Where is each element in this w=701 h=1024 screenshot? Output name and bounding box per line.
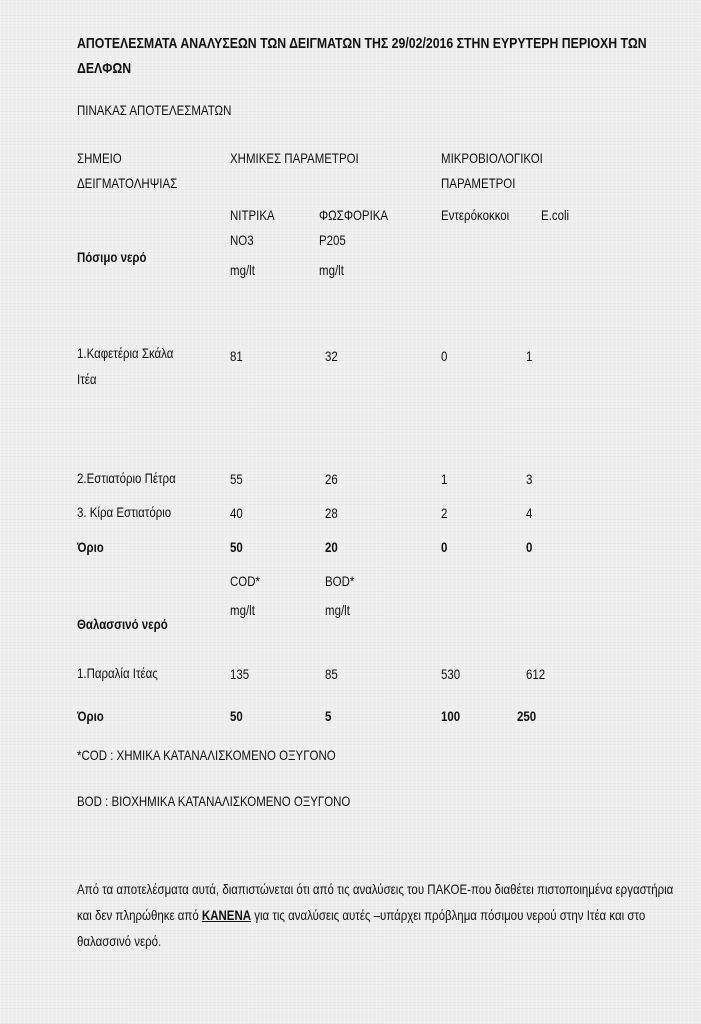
note-cod: *COD : ΧΗΜΙΚΑ ΚΑΤΑΝΑΛΙΣΚΟΜΕΝΟ ΟΞΥΓΟΝΟ (77, 747, 336, 763)
col-enterococci: Εντερόκοκκοι (441, 207, 510, 223)
conclusion-text-1: Από τα αποτελέσματα αυτά, διαπιστώνεται ότι από τις αναλύσεις του ΠΑΚΟΕ-που διαθέτει πιστοποιημένα εργαστήρια και δεν πληρώθηκε από (77, 881, 674, 923)
row-2-enterococci: 1 (441, 471, 448, 487)
row-3-nitrates: 40 (230, 505, 243, 521)
col-cod-unit: mg/lt (230, 602, 255, 618)
sea-limit-bod: 5 (325, 708, 332, 724)
row-1-name: 1.Καφετέρια Σκάλα (77, 345, 174, 361)
col-bod-unit: mg/lt (325, 602, 350, 618)
row-1-enterococci: 0 (441, 348, 448, 364)
row-3-enterococci: 2 (441, 505, 448, 521)
row-2-phosphates: 26 (325, 471, 338, 487)
drinking-limit-enterococci: 0 (441, 539, 448, 555)
sea-limit-enterococci: 100 (441, 708, 461, 724)
table-caption: ΠΙΝΑΚΑΣ ΑΠΟΤΕΛΕΣΜΑΤΩΝ (77, 102, 232, 118)
row-3-phosphates: 28 (325, 505, 338, 521)
row-1-name-2: Ιτέα (77, 371, 97, 387)
header-micro-2: ΠΑΡΑΜΕΤΡΟΙ (441, 175, 516, 191)
row-2-nitrates: 55 (230, 471, 243, 487)
sea-limit-cod: 50 (230, 708, 243, 724)
section-sea-water: Θαλασσινό νερό (77, 616, 168, 632)
row-3-ecoli: 4 (526, 505, 533, 521)
sea-limit-label: Όριο (77, 708, 104, 724)
conclusion-text-2: για τις αναλύσεις αυτές –υπάρχει πρόβλημα πόσιμου νερού στην Ιτέα και στο θαλασσινό νερό. (77, 907, 646, 949)
col-phosphates: ΦΩΣΦΟΡΙΚΑ (319, 207, 389, 223)
sea-row-1-cod: 135 (230, 666, 250, 682)
conclusion-emphasis: ΚΑΝΕΝΑ (201, 907, 252, 923)
col-phosphates-unit: mg/lt (319, 262, 344, 278)
note-bod: BOD : ΒΙΟΧΗΜΙΚΑ ΚΑΤΑΝΑΛΙΣΚΟΜΕΝΟ ΟΞΥΓΟΝΟ (77, 793, 351, 809)
document-title: ΑΠΟΤΕΛΕΣΜΑΤΑ ΑΝΑΛΥΣΕΩΝ ΤΩΝ ΔΕΙΓΜΑΤΩΝ ΤΗΣ 29/02/2016 ΣΤΗΝ ΕΥΡΥΤΕΡΗ ΠΕΡΙΟΧΗ ΤΩΝ ΔΕΛΦΩΝ (77, 35, 647, 77)
sea-limit-ecoli: 250 (517, 708, 537, 724)
drinking-limit-ecoli: 0 (526, 539, 533, 555)
col-bod: BOD* (325, 573, 355, 589)
header-micro: ΜΙΚΡΟΒΙΟΛΟΓΙΚΟΙ (441, 150, 543, 166)
row-1-ecoli: 1 (526, 348, 533, 364)
header-chemical: ΧΗΜΙΚΕΣ ΠΑΡΑΜΕΤΡΟΙ (230, 150, 359, 166)
section-drinking-water: Πόσιμο νερό (77, 249, 147, 265)
row-2-ecoli: 3 (526, 471, 533, 487)
drinking-limit-nitrates: 50 (230, 539, 243, 555)
sea-row-1-enterococci: 530 (441, 666, 461, 682)
conclusion-paragraph (77, 876, 684, 954)
row-1-nitrates: 81 (230, 348, 243, 364)
col-nitrates-unit: mg/lt (230, 262, 255, 278)
col-phosphates-formula: Ρ205 (319, 232, 346, 248)
row-1-phosphates: 32 (325, 348, 338, 364)
sea-row-1-bod: 85 (325, 666, 338, 682)
header-sampling-point-2: ΔΕΙΓΜΑΤΟΛΗΨΙΑΣ (77, 175, 178, 191)
col-ecoli: E.coli (541, 207, 570, 223)
sea-row-1-ecoli: 612 (526, 666, 546, 682)
drinking-limit-phosphates: 20 (325, 539, 338, 555)
row-3-name: 3. Κίρα Εστιατόριο (77, 504, 172, 520)
header-sampling-point: ΣΗΜΕΙΟ (77, 150, 122, 166)
drinking-limit-label: Όριο (77, 539, 104, 555)
col-nitrates-formula: ΝΟ3 (230, 232, 254, 248)
row-2-name: 2.Εστιατόριο Πέτρα (77, 470, 176, 486)
col-cod: COD* (230, 573, 260, 589)
col-nitrates: ΝΙΤΡΙΚΑ (230, 207, 275, 223)
sea-row-1-name: 1.Παραλία Ιτέας (77, 665, 158, 681)
